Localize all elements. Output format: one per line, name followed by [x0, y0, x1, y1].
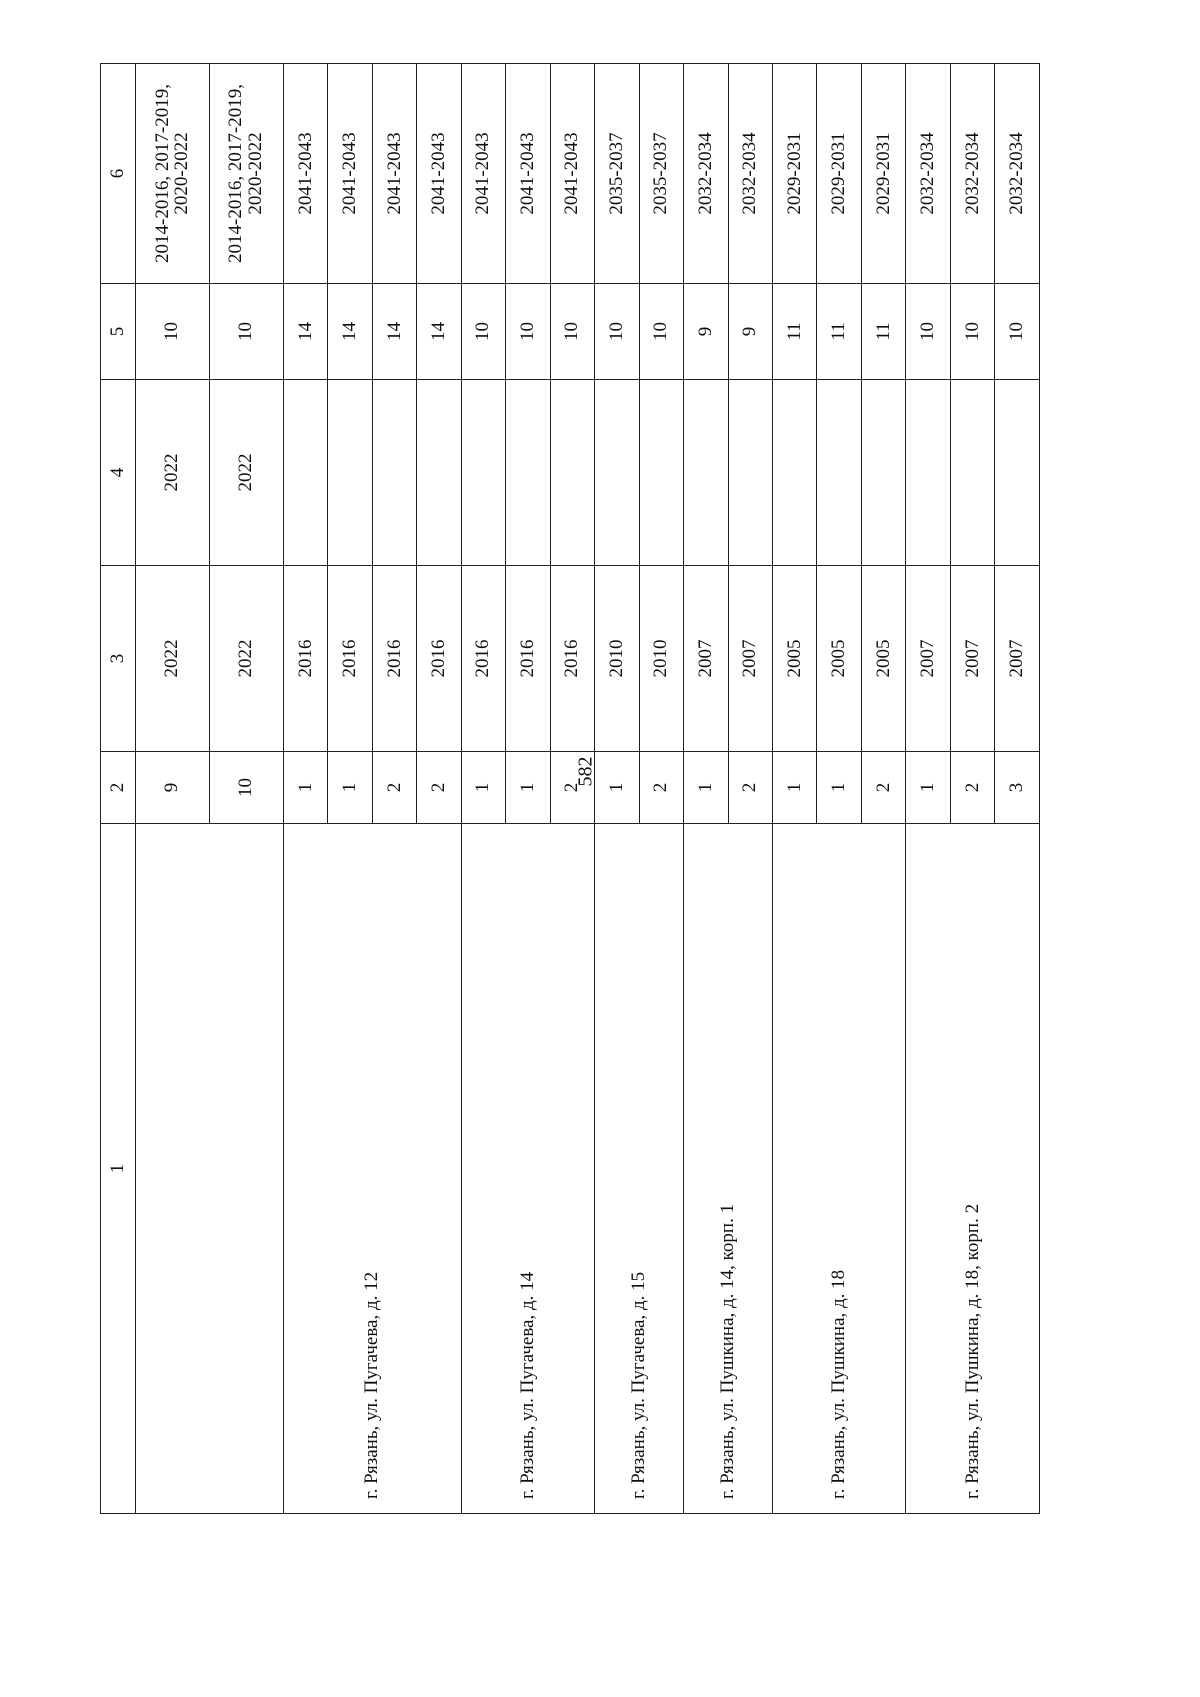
cell-c2: 2: [728, 752, 772, 824]
cell-c4: [906, 380, 950, 566]
page-number: 582: [574, 756, 597, 787]
cell-c3: 2007: [950, 566, 994, 752]
cell-c3: 2016: [461, 566, 505, 752]
table-row: [595, 64, 639, 1514]
cell-c4: [950, 380, 994, 566]
cell-c6: 2035-2037: [595, 64, 639, 284]
cell-c3: 2022: [136, 566, 210, 752]
cell-c3: 2016: [506, 566, 550, 752]
cell-c3: 2005: [861, 566, 905, 752]
cell-c4: [595, 380, 639, 566]
cell-c5: 10: [461, 284, 505, 380]
cell-c6: 2029-2031: [773, 64, 817, 284]
cell-c6: 2029-2031: [817, 64, 861, 284]
cell-c5: 10: [595, 284, 639, 380]
cell-c4: 2022: [209, 380, 283, 566]
cell-c5: 10: [950, 284, 994, 380]
cell-c2: 2: [417, 752, 461, 824]
cell-c3: 2007: [728, 566, 772, 752]
cell-c4: [328, 380, 372, 566]
cell-c3: 2007: [995, 566, 1040, 752]
cell-c4: [995, 380, 1040, 566]
cell-c4: [283, 380, 327, 566]
cell-c3: 2016: [283, 566, 327, 752]
cell-c6: 2032-2034: [906, 64, 950, 284]
cell-c5: 10: [209, 284, 283, 380]
cell-c3: 2016: [417, 566, 461, 752]
schedule-table: [100, 63, 1040, 1514]
cell-c5: 11: [861, 284, 905, 380]
cell-c4: [372, 380, 416, 566]
cell-c6: 2032-2034: [950, 64, 994, 284]
cell-c5: 10: [906, 284, 950, 380]
cell-c6: 2014-2016, 2017-2019, 2020-2022: [136, 64, 210, 284]
cell-c2: 1: [684, 752, 728, 824]
cell-c5: 14: [283, 284, 327, 380]
cell-c6: 2041-2043: [550, 64, 594, 284]
cell-c2: 9: [136, 752, 210, 824]
cell-c6: 2014-2016, 2017-2019, 2020-2022: [209, 64, 283, 284]
cell-c4: [417, 380, 461, 566]
cell-c2: 10: [209, 752, 283, 824]
cell-c2: 2: [550, 752, 594, 824]
cell-c2: 2: [372, 752, 416, 824]
column-header: 6: [101, 64, 136, 284]
cell-c5: 10: [506, 284, 550, 380]
cell-c5: 11: [817, 284, 861, 380]
cell-c4: [461, 380, 505, 566]
cell-c6: 2041-2043: [461, 64, 505, 284]
cell-c6: 2032-2034: [995, 64, 1040, 284]
cell-c6: 2041-2043: [506, 64, 550, 284]
cell-c6: 2041-2043: [417, 64, 461, 284]
cell-c2: 2: [950, 752, 994, 824]
cell-c4: [728, 380, 772, 566]
cell-c2: 1: [595, 752, 639, 824]
table-row: [906, 64, 950, 1514]
cell-c3: 2016: [550, 566, 594, 752]
cell-c5: 11: [773, 284, 817, 380]
cell-c5: 10: [550, 284, 594, 380]
cell-c4: [506, 380, 550, 566]
cell-c5: 14: [417, 284, 461, 380]
column-header: 2: [101, 752, 136, 824]
cell-c6: 2029-2031: [861, 64, 905, 284]
cell-c3: 2007: [906, 566, 950, 752]
header-row: [101, 64, 136, 1514]
cell-c4: [639, 380, 683, 566]
cell-c6: 2032-2034: [684, 64, 728, 284]
table-row: [684, 64, 728, 1514]
address-cell: [136, 824, 284, 1514]
cell-c3: 2005: [817, 566, 861, 752]
column-header: 5: [101, 284, 136, 380]
table-body: [136, 64, 1040, 1514]
cell-c2: 1: [461, 752, 505, 824]
cell-c2: 2: [639, 752, 683, 824]
cell-c6: 2041-2043: [372, 64, 416, 284]
cell-c6: 2035-2037: [639, 64, 683, 284]
address-cell: г. Рязань, ул. Пугачева, д. 14: [461, 824, 594, 1514]
cell-c3: 2005: [773, 566, 817, 752]
address-cell: г. Рязань, ул. Пушкина, д. 14, корп. 1: [684, 824, 773, 1514]
cell-c5: 9: [728, 284, 772, 380]
cell-c2: 1: [328, 752, 372, 824]
column-header: 1: [101, 824, 136, 1514]
cell-c2: 1: [817, 752, 861, 824]
cell-c4: [861, 380, 905, 566]
cell-c3: 2010: [639, 566, 683, 752]
cell-c3: 2016: [372, 566, 416, 752]
cell-c2: 3: [995, 752, 1040, 824]
cell-c4: 2022: [136, 380, 210, 566]
cell-c5: 10: [136, 284, 210, 380]
cell-c3: 2016: [328, 566, 372, 752]
table-row: [283, 64, 327, 1514]
address-cell: г. Рязань, ул. Пушкина, д. 18, корп. 2: [906, 824, 1040, 1514]
cell-c2: 1: [773, 752, 817, 824]
address-cell: г. Рязань, ул. Пушкина, д. 18: [773, 824, 906, 1514]
column-header: 3: [101, 566, 136, 752]
cell-c3: 2007: [684, 566, 728, 752]
column-header: 4: [101, 380, 136, 566]
cell-c5: 10: [995, 284, 1040, 380]
table-row: [461, 64, 505, 1514]
cell-c4: [773, 380, 817, 566]
cell-c6: 2041-2043: [283, 64, 327, 284]
table-row: [773, 64, 817, 1514]
cell-c5: 9: [684, 284, 728, 380]
cell-c4: [684, 380, 728, 566]
cell-c2: 1: [283, 752, 327, 824]
cell-c2: 1: [906, 752, 950, 824]
cell-c5: 14: [372, 284, 416, 380]
cell-c3: 2010: [595, 566, 639, 752]
cell-c6: 2041-2043: [328, 64, 372, 284]
cell-c4: [817, 380, 861, 566]
address-cell: г. Рязань, ул. Пугачева, д. 15: [595, 824, 684, 1514]
cell-c3: 2022: [209, 566, 283, 752]
cell-c5: 14: [328, 284, 372, 380]
address-cell: г. Рязань, ул. Пугачева, д. 12: [283, 824, 461, 1514]
cell-c2: 1: [506, 752, 550, 824]
table-row: [136, 64, 210, 1514]
cell-c2: 2: [861, 752, 905, 824]
cell-c4: [550, 380, 594, 566]
cell-c5: 10: [639, 284, 683, 380]
schedule-table-container: [100, 64, 1040, 1514]
cell-c6: 2032-2034: [728, 64, 772, 284]
